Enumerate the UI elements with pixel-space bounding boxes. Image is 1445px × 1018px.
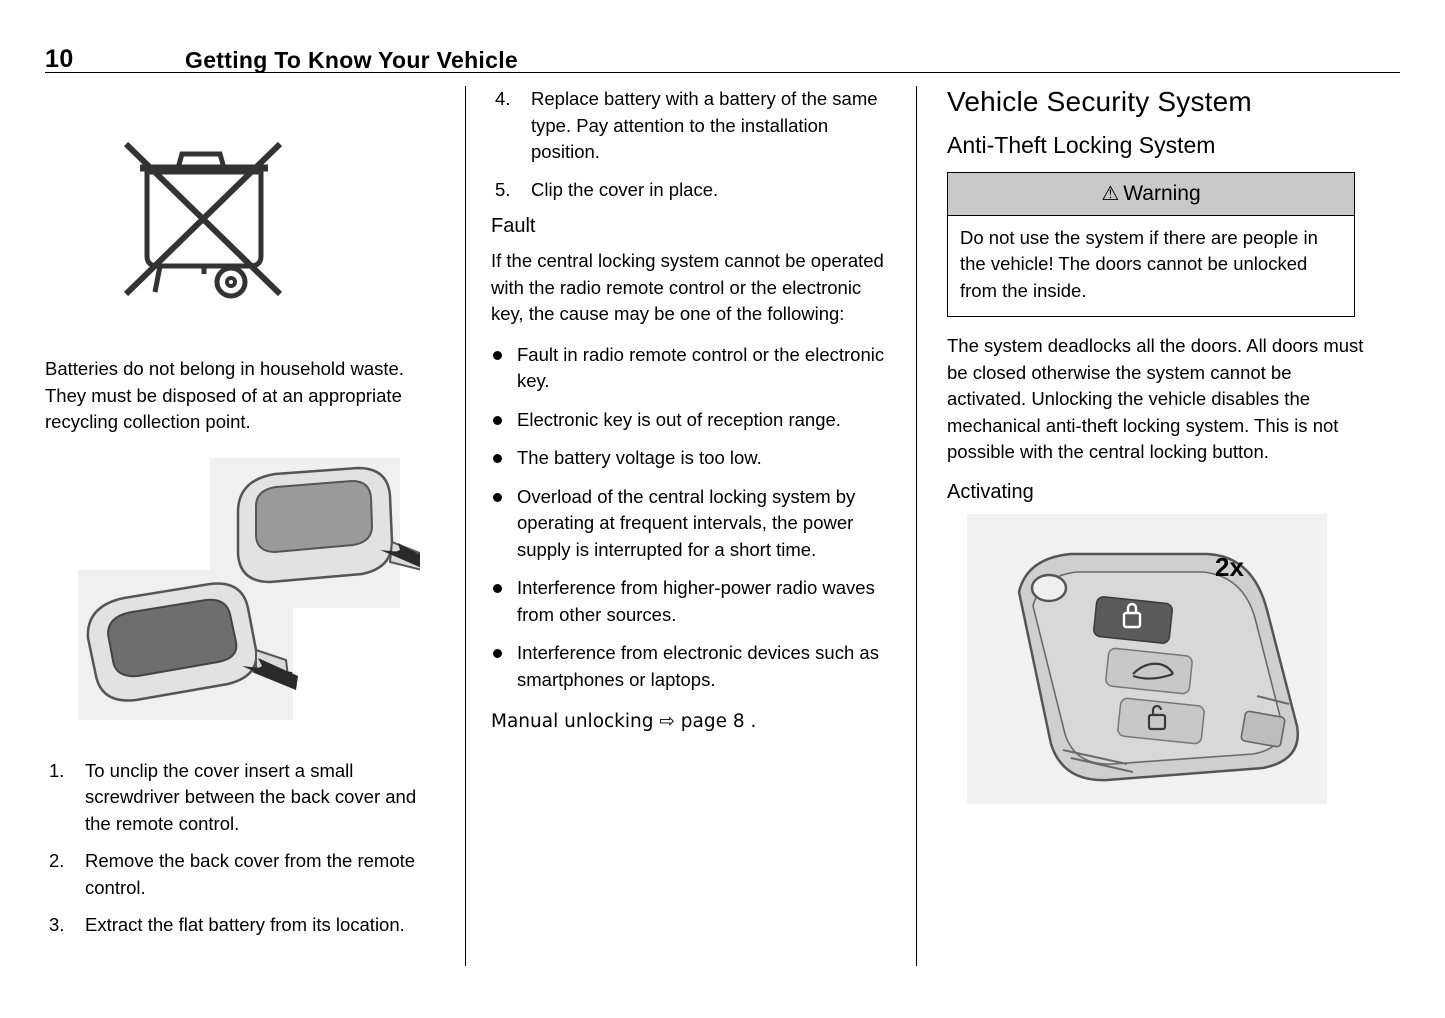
header-rule xyxy=(45,72,1400,73)
list-item xyxy=(491,177,892,204)
section-title: Vehicle Security System xyxy=(947,86,1252,117)
anti-theft-body-text: The system deadlocks all the doors. All doors must be closed otherwise the system cannot be activated. Unlocking the vehicle disables the mechanical anti-theft locking system. This is not possible with the central locking button. xyxy=(947,335,1364,463)
step-number: 3. xyxy=(49,914,65,935)
warning-triangle-icon: ⚠ xyxy=(1101,182,1120,205)
page-number: 10 xyxy=(45,45,74,73)
list-item: Interference from higher-power radio waves from other sources. xyxy=(491,575,892,628)
list-item xyxy=(45,912,441,939)
activating-heading: Activating xyxy=(947,480,1034,503)
subsection-title: Anti-Theft Locking System xyxy=(947,132,1216,159)
remote-control-cover-removal-illustration xyxy=(70,450,420,740)
list-item: Electronic key is out of reception range. xyxy=(491,407,892,434)
page-title: Getting To Know Your Vehicle xyxy=(185,47,518,73)
warning-header xyxy=(948,173,1354,216)
list-item xyxy=(45,758,441,838)
manual-unlocking-cross-reference[interactable]: Manual unlocking ⇨ page 8 . xyxy=(491,711,757,732)
fault-heading: Fault xyxy=(491,215,536,237)
fault-intro-text: If the central locking system cannot be operated with the radio remote control or the electronic key, the cause may be one of the following: xyxy=(491,250,884,324)
battery-disposal-text: Batteries do not belong in household waste. They must be disposed of at an appropriate recycling collection point. xyxy=(45,358,404,432)
step-number: 4. xyxy=(495,88,511,109)
battery-replacement-steps xyxy=(491,86,892,203)
list-item: Fault in radio remote control or the electronic key. xyxy=(491,342,892,395)
step-number: 2. xyxy=(49,850,65,871)
step-text: Remove the back cover from the remote control. xyxy=(85,850,416,898)
step-number: 1. xyxy=(49,759,65,781)
column-one xyxy=(45,86,465,966)
step-text: To unclip the cover insert a small screwdriver between the back cover and the remote control. xyxy=(85,759,417,834)
warning-label: Warning xyxy=(1123,181,1201,205)
key-fob-press-twice-illustration xyxy=(967,514,1327,804)
fault-cause-list xyxy=(491,342,892,694)
step-text: Clip the cover in place. xyxy=(531,178,719,200)
page-header xyxy=(45,38,1400,72)
warning-box xyxy=(947,172,1355,318)
cover-removal-steps xyxy=(45,758,441,939)
svg-text:2x: 2x xyxy=(1215,551,1244,582)
column-two xyxy=(466,86,916,966)
list-item xyxy=(491,86,892,166)
list-item: The battery voltage is too low. xyxy=(491,445,892,472)
warning-text: Do not use the system if there are people in the vehicle! The doors cannot be unlocked from the inside. xyxy=(960,226,1318,301)
step-text: Replace battery with a battery of the same type. Pay attention to the installation position. xyxy=(531,88,878,162)
list-item: Overload of the central locking system by operating at frequent intervals, the power supply is interrupted for a short time. xyxy=(491,484,892,564)
list-item xyxy=(45,848,441,901)
step-number: 5. xyxy=(495,178,511,200)
step-text: Extract the flat battery from its location. xyxy=(85,914,405,935)
column-three xyxy=(917,86,1372,966)
content-columns xyxy=(45,86,1400,966)
crossed-out-wheelie-bin-icon xyxy=(100,124,300,314)
list-item: Interference from electronic devices such as smartphones or laptops. xyxy=(491,640,892,693)
